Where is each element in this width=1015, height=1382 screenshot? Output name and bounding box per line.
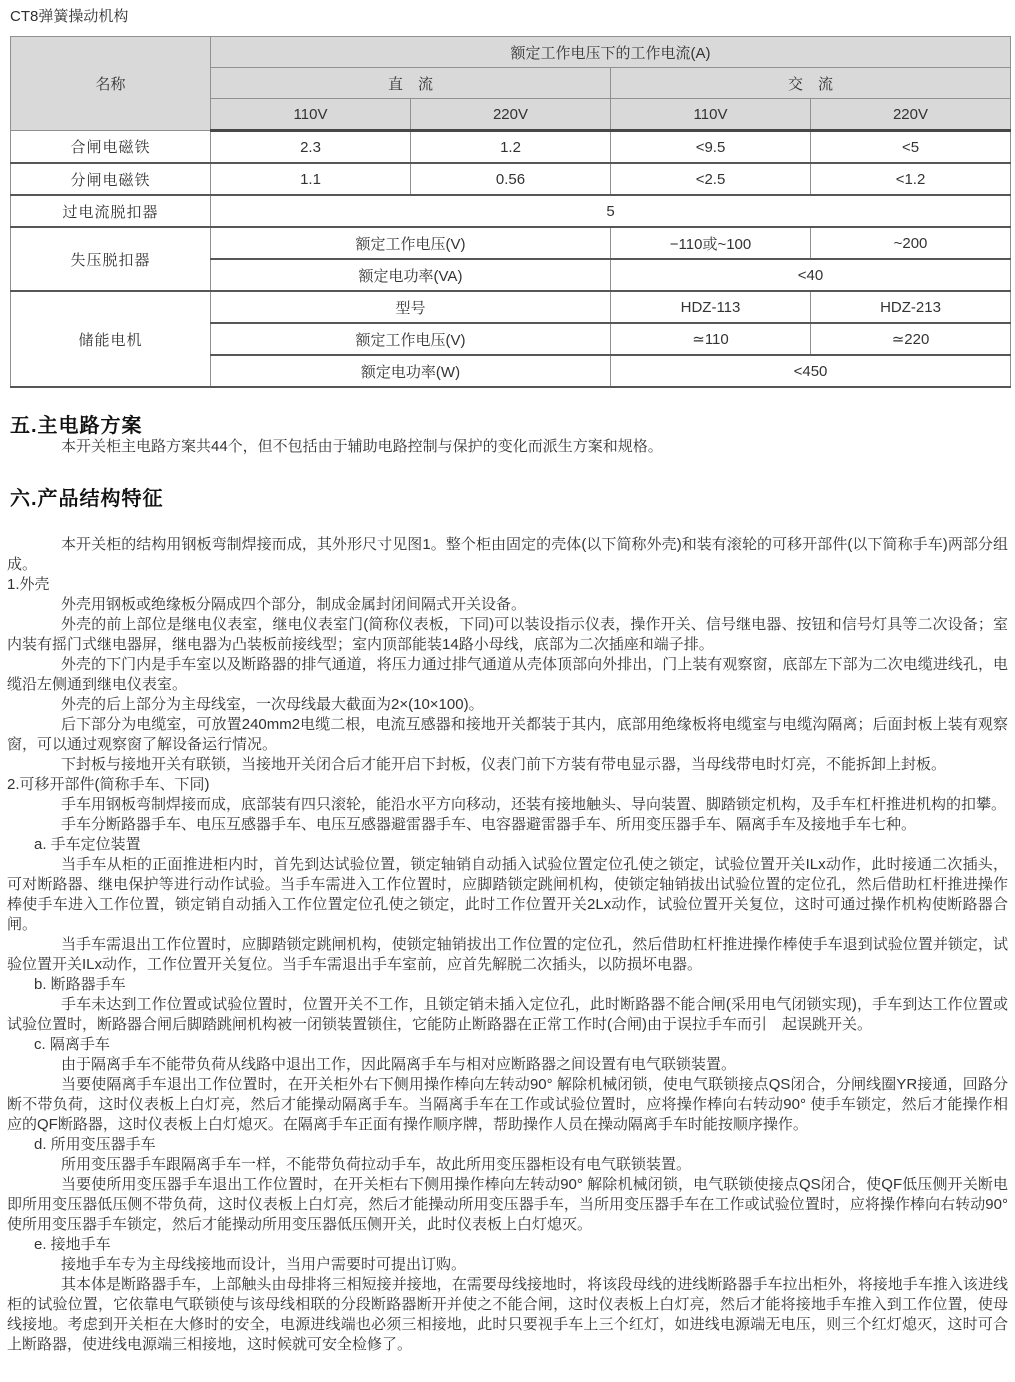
paragraph-relay-compartment: 外壳的前上部位是继电仪表室，继电仪表室门(简称仪表板，下同)可以装设指示仪表，操作开关、信号继电器、按钮和信号灯具等二次设备；室内装有摇门式继电器屏，继电器为凸装板前接线型；室内顶部能装14路小母线，底部为二次插座和端子排。 — [7, 616, 1008, 653]
opening-coil-label: 分闸电磁铁 — [11, 163, 211, 195]
header-dc: 直 流 — [211, 68, 611, 99]
energy-storage-motor-label: 储能电机 — [11, 291, 211, 387]
motor-voltage-label: 额定工作电压(V) — [211, 323, 611, 355]
header-ac-110v: 110V — [611, 99, 811, 131]
paragraph-trolley-structure: 手车用钢板弯制焊接而成，底部装有四只滚轮，能沿水平方向移动，还装有接地触头、导向装置、脚踏锁定机构，及手车杠杆推进机构的扣攀。 — [61, 796, 1007, 813]
undervoltage-release-label: 失压脱扣器 — [11, 227, 211, 291]
paragraph-isolating-operation: 当要使隔离手车退出工作位置时，在开关柜外右下侧用操作棒向左转动90° 解除机械闭锁，使电气联锁接点QS闭合，分闸线圈YR接通，回路分断不带负荷，这时仪表板上白灯亮，然后才能操动隔离手车。当隔离手车在工作或试验位置时，应将操作棒向右转动90° 使手车锁定，然后才能操作相应的QF断路器，这时仪表板上白灯熄灭。在隔离手车正面有操作顺序牌，帮助操作人员在操动隔离手车时能按顺序操作。 — [7, 1076, 1008, 1133]
motor-model-110: HDZ-113 — [611, 291, 811, 323]
list-label-shell: 1.外壳 — [7, 576, 50, 593]
paragraph-earthing-operation: 其本体是断路器手车，上部触头由母排将三相短接并接地，在需要母线接地时，将该段母线的进线断路器手车拉出柜外，将接地手车推入该进线柜的试验位置，它依靠电气联锁使与该母线相联的分段断路器断开并使之不能合闸，这时仪表板上白灯亮，然后才能将接地手车推入到工作位置，使母线接地。考虑到开关柜在大修时的安全，电源进线端也必须三相接地，此时只要视手车上三个红灯，如进线电源端无电压，则三个红灯熄灭，这时可合上断路器，使进线电源端三相接地，这时候就可安全检修了。 — [7, 1276, 1008, 1353]
closing-coil-ac110: <9.5 — [611, 131, 811, 164]
section-6-heading: 六.产品结构特征 — [10, 488, 164, 510]
paragraph-breaker-interlock: 手车未达到工作位置或试验位置时，位置开关不工作，且锁定销未插入定位孔，此时断路器不能合闸(采用电气闭锁实现)，手车到达工作位置或试验位置时，断路器合闸后脚踏跳闸机构被一闭锁装置锁住，它能防止断路器在正常工作时(合闸)由于误拉手车而引 起误跳开关。 — [7, 996, 1008, 1033]
opening-coil-dc220: 0.56 — [411, 163, 611, 195]
paragraph-lower-door: 外壳的下门内是手车室以及断路器的排气通道，将压力通过排气通道从壳体顶部向外排出，门上装有观察窗，底部左下部为二次电缆进线孔，电缆沿左侧通到继电仪表室。 — [7, 656, 1008, 693]
overcurrent-release-value: 5 — [211, 195, 1011, 227]
paragraph-busbar-compartment: 外壳的后上部分为主母线室，一次母线最大截面为2×(10×100)。 — [61, 696, 484, 713]
closing-coil-dc110: 2.3 — [211, 131, 411, 164]
header-name-col: 名称 — [11, 37, 211, 131]
motor-voltage-220: ≃220 — [811, 323, 1011, 355]
header-dc-110v: 110V — [211, 99, 411, 131]
paragraph-transformer-operation: 当要使所用变压器手车退出工作位置时，在开关柜右下侧用操作棒向左转动90° 解除机械闭锁，电气联锁使接点QS闭合，使QF低压侧开关断电即所用变压器低压侧不带负荷，这时仪表板上白灯亮，然后才能操动所用变压器手车，当所用变压器手车在工作或试验位置时，应将操作棒向右转动90° 使所用变压器手车锁定，然后才能操动所用变压器低压侧开关，此时仪表板上白灯熄灭。 — [7, 1176, 1008, 1233]
paragraph-earthing-purpose: 接地手车专为主母线接地而设计，当用户需要时可提出订购。 — [61, 1256, 467, 1273]
undervoltage-voltage-110: −110或~100 — [611, 227, 811, 259]
header-dc-220v: 220V — [411, 99, 611, 131]
table-row-undervoltage-voltage — [11, 227, 1011, 259]
undervoltage-power-label: 额定电功率(VA) — [211, 259, 611, 291]
undervoltage-voltage-220: ~200 — [811, 227, 1011, 259]
undervoltage-power-value: <40 — [611, 259, 1011, 291]
paragraph-isolating-interlock: 由于隔离手车不能带负荷从线路中退出工作，因此隔离手车与相对应断路器之间设置有电气联锁装置。 — [61, 1056, 737, 1073]
motor-power-value: <450 — [611, 355, 1011, 387]
motor-model-220: HDZ-213 — [811, 291, 1011, 323]
paragraph-positioning-withdraw: 当手车需退出工作位置时，应脚踏锁定跳闸机构，使锁定轴销拔出工作位置的定位孔，然后借助杠杆推进操作棒使手车退到试验位置并锁定，试验位置开关ILx动作，工作位置开关复位。当手车需退出手车室前，应首先解脱二次插头，以防损坏电器。 — [7, 936, 1008, 973]
sub-item-d-transformer-trolley: d. 所用变压器手车 — [34, 1136, 156, 1153]
paragraph-lower-plate-interlock: 下封板与接地开关有联锁，当接地开关闭合后才能开启下封板，仪表门前下方装有带电显示器，当母线带电时灯亮，不能拆卸上封板。 — [61, 756, 947, 773]
section-5-heading: 五.主电路方案 — [10, 415, 143, 437]
paragraph-shell-compartments: 外壳用钢板或绝缘板分隔成四个部分，制成金属封闭间隔式开关设备。 — [61, 596, 527, 613]
header-ac-220v: 220V — [811, 99, 1011, 131]
header-span-title: 额定工作电压下的工作电流(A) — [211, 37, 1011, 68]
paragraph-structure-overview: 本开关柜的结构用钢板弯制焊接而成，其外形尺寸见图1。整个柜由固定的壳体(以下简称外壳)和装有滚轮的可移开部件(以下简称手车)两部分组成。 — [7, 536, 1008, 573]
paragraph-transformer-interlock: 所用变压器手车跟隔离手车一样，不能带负荷拉动手车，故此所用变压器柜设有电气联锁装置。 — [61, 1156, 692, 1173]
motor-model-label: 型号 — [211, 291, 611, 323]
undervoltage-voltage-label: 额定工作电压(V) — [211, 227, 611, 259]
spec-table-body — [11, 131, 1011, 388]
paragraph-positioning-insert: 当手车从柜的正面推进柜内时，首先到达试验位置，锁定轴销自动插入试验位置定位孔使之锁定，试验位置开关ILx动作，此时接通二次插头，可对断路器、继电保护等进行动作试验。当手车需进入工作位置时，应脚踏锁定跳闸机构，使锁定轴销拔出试验位置的定位孔，然后借助杠杆推进操作棒使手车进入工作位置，锁定销自动插入工作位置定位孔使之锁定，此时工作位置开关2Lx动作，试验位置开关复位，这时可通过操作机构使断路器合闸。 — [7, 856, 1008, 933]
closing-coil-label: 合闸电磁铁 — [11, 131, 211, 164]
opening-coil-dc110: 1.1 — [211, 163, 411, 195]
spec-table-header — [11, 37, 1011, 131]
page-title: CT8弹簧操动机构 — [10, 8, 129, 25]
closing-coil-dc220: 1.2 — [411, 131, 611, 164]
opening-coil-ac110: <2.5 — [611, 163, 811, 195]
paragraph-cable-compartment: 后下部分为电缆室，可放置240mm2电缆二根，电流互感器和接地开关都装于其内，底部用绝缘板将电缆室与电缆沟隔离；后面封板上装有观察窗，可以通过观察窗了解设备运行情况。 — [7, 716, 1008, 753]
section-5-paragraph: 本开关柜主电路方案共44个，但不包括由于辅助电路控制与保护的变化而派生方案和规格。 — [61, 438, 663, 455]
header-ac: 交 流 — [611, 68, 1011, 99]
motor-voltage-110: ≃110 — [611, 323, 811, 355]
motor-power-label: 额定电功率(W) — [211, 355, 611, 387]
overcurrent-release-label: 过电流脱扣器 — [11, 195, 211, 227]
sub-item-e-earthing-trolley: e. 接地手车 — [34, 1236, 111, 1253]
table-row-closing-coil — [11, 131, 1011, 164]
list-label-movable-part: 2.可移开部件(简称手车、下同) — [7, 776, 210, 793]
spec-table — [10, 36, 1011, 388]
table-row-overcurrent-release — [11, 195, 1011, 227]
table-row-motor-model — [11, 291, 1011, 323]
paragraph-trolley-types: 手车分断路器手车、电压互感器手车、电压互感器避雷器手车、电容器避雷器手车、所用变压器手车、隔离手车及接地手车七种。 — [61, 816, 917, 833]
table-row-opening-coil — [11, 163, 1011, 195]
sub-item-b-breaker-trolley: b. 断路器手车 — [34, 976, 126, 993]
sub-item-c-isolating-trolley: c. 隔离手车 — [34, 1036, 110, 1053]
closing-coil-ac220: <5 — [811, 131, 1011, 164]
sub-item-a-positioning: a. 手车定位装置 — [34, 836, 141, 853]
section-6-body — [4, 535, 1011, 1355]
opening-coil-ac220: <1.2 — [811, 163, 1011, 195]
